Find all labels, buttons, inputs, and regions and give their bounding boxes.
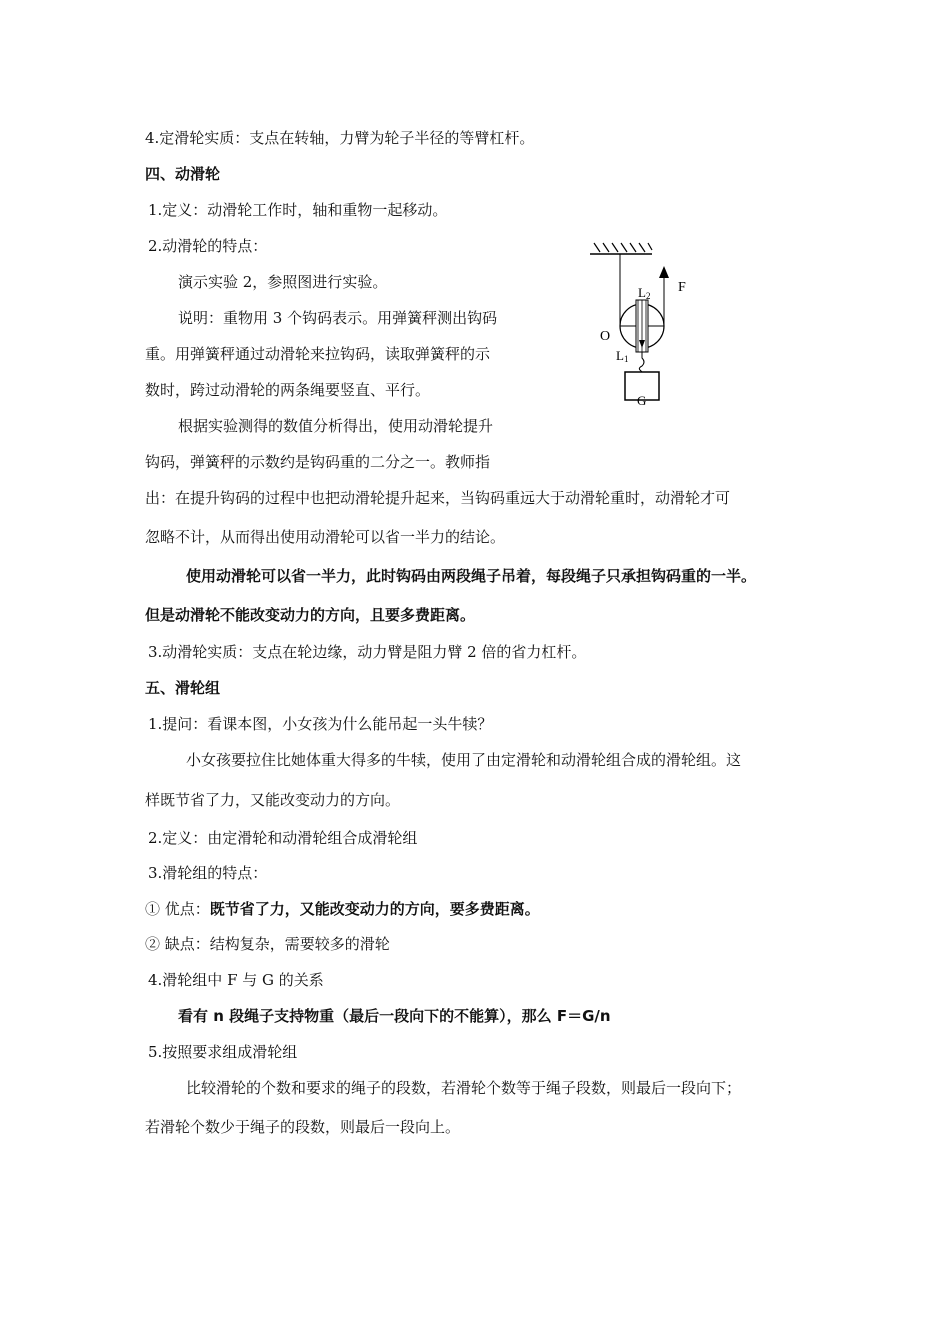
text-line: 3.动滑轮实质：支点在轮边缘，动力臂是阻力臂 2 倍的省力杠杆。 — [148, 643, 587, 661]
text-line: 4.滑轮组中 F 与 G 的关系 — [148, 971, 324, 989]
text-line: ② 缺点：结构复杂，需要较多的滑轮 — [145, 935, 390, 953]
force-arrow-icon — [659, 266, 669, 278]
text-line: 2.动滑轮的特点： — [148, 237, 268, 255]
bold-statement: 既节省了力，又能改变动力的方向，要多费距离。 — [209, 900, 540, 918]
text-line — [145, 899, 540, 919]
text-line: 根据实验测得的数值分析得出，使用动滑轮提升 — [178, 417, 494, 435]
label-F: F — [678, 280, 686, 295]
label-L2 — [638, 285, 650, 301]
section-heading: 四、动滑轮 — [145, 165, 221, 183]
text-line: 4.定滑轮实质：支点在转轴，力臂为轮子半径的等臂杠杆。 — [145, 129, 535, 147]
list-marker: ① 优点： — [145, 900, 210, 918]
label-L2-main: L — [638, 285, 646, 300]
movable-pulley-diagram — [588, 240, 708, 410]
ceiling — [590, 243, 652, 254]
text-line: 钩码，弹簧秤的示数约是钩码重的二分之一。教师指 — [145, 453, 491, 471]
text-line: 演示实验 2，参照图进行实验。 — [178, 273, 388, 291]
label-L1-sub: 1 — [623, 354, 629, 364]
text-line: 说明：重物用 3 个钩码表示。用弹簧秤测出钩码 — [178, 309, 498, 327]
text-line: 1.提问：看课本图，小女孩为什么能吊起一头牛犊？ — [148, 715, 493, 733]
text-line: 若滑轮个数少于绳子的段数，则最后一段向上。 — [145, 1118, 461, 1136]
text-line: 出：在提升钩码的过程中也把动滑轮提升起来，当钩码重远大于动滑轮重时，动滑轮才可 — [145, 489, 731, 507]
label-L2-sub: 2 — [645, 291, 651, 301]
bold-statement: 但是动滑轮不能改变动力的方向，且要多费距离。 — [145, 606, 476, 624]
bold-statement: 使用动滑轮可以省一半力，此时钩码由两段绳子吊着，每段绳子只承担钩码重的一半。 — [186, 567, 757, 585]
label-L1 — [616, 348, 628, 364]
label-O: O — [600, 329, 611, 344]
text-line: 2.定义：由定滑轮和动滑轮组合成滑轮组 — [148, 829, 418, 847]
label-G: G — [637, 393, 647, 408]
text-line: 1.定义：动滑轮工作时，轴和重物一起移动。 — [148, 201, 448, 219]
text-line: 3.滑轮组的特点： — [148, 864, 268, 882]
text-line: 比较滑轮的个数和要求的绳子的段数，若滑轮个数等于绳子段数，则最后一段向下； — [186, 1079, 742, 1097]
label-L1-main: L — [616, 348, 624, 363]
section-heading: 五、滑轮组 — [145, 679, 221, 697]
text-line: 小女孩要拉住比她体重大得多的牛犊，使用了由定滑轮和动滑轮组合成的滑轮组。这 — [186, 751, 742, 769]
text-line: 忽略不计，从而得出使用动滑轮可以省一半力的结论。 — [145, 528, 506, 546]
text-line: 样既节省了力，又能改变动力的方向。 — [145, 791, 401, 809]
text-line: 5.按照要求组成滑轮组 — [148, 1043, 298, 1061]
hook-icon — [639, 352, 644, 372]
bold-statement: 看有 n 段绳子支持物重（最后一段向下的不能算），那么 F＝G/n — [178, 1007, 611, 1025]
text-line: 重。用弹簧秤通过动滑轮来拉钩码，读取弹簧秤的示 — [145, 345, 491, 363]
text-line: 数时，跨过动滑轮的两条绳要竖直、平行。 — [145, 381, 431, 399]
